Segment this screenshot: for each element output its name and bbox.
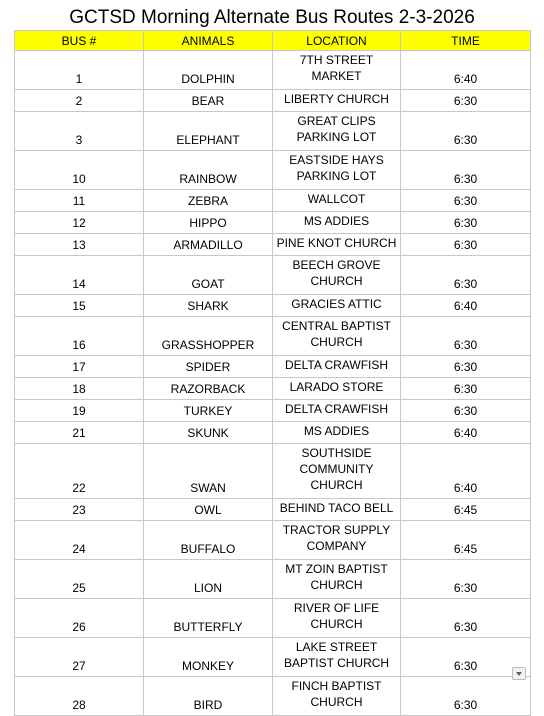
table-row	[15, 256, 531, 295]
cell-location[interactable]: FINCH BAPTIST CHURCH	[273, 677, 401, 716]
cell-bus[interactable]: 19	[15, 400, 144, 422]
table-row	[15, 190, 531, 212]
cell-animal[interactable]: BUTTERFLY	[144, 599, 273, 638]
table-row	[15, 356, 531, 378]
cell-location[interactable]: PINE KNOT CHURCH	[273, 234, 401, 256]
table-row	[15, 400, 531, 422]
cell-location[interactable]: TRACTOR SUPPLY COMPANY	[273, 521, 401, 560]
cell-time[interactable]: 6:30	[401, 317, 531, 356]
column-header-location[interactable]: LOCATION	[273, 31, 401, 51]
cell-location[interactable]: GRACIES ATTIC	[273, 295, 401, 317]
table-row	[15, 599, 531, 638]
cell-bus[interactable]: 26	[15, 599, 144, 638]
cell-bus[interactable]: 28	[15, 677, 144, 716]
cell-location[interactable]: RIVER OF LIFE CHURCH	[273, 599, 401, 638]
cell-time[interactable]: 6:40	[401, 422, 531, 444]
cell-location[interactable]: BEHIND TACO BELL	[273, 499, 401, 521]
cell-animal[interactable]: SPIDER	[144, 356, 273, 378]
table-row	[15, 499, 531, 521]
cell-bus[interactable]: 2	[15, 90, 144, 112]
cell-bus[interactable]: 1	[15, 51, 144, 90]
cell-time[interactable]: 6:30	[401, 356, 531, 378]
cell-location[interactable]: 7TH STREET MARKET	[273, 51, 401, 90]
cell-bus[interactable]: 10	[15, 151, 144, 190]
cell-location[interactable]: LARADO STORE	[273, 378, 401, 400]
cell-location[interactable]: DELTA CRAWFISH	[273, 356, 401, 378]
cell-animal[interactable]: RAINBOW	[144, 151, 273, 190]
cell-animal[interactable]: SKUNK	[144, 422, 273, 444]
cell-location[interactable]: MS ADDIES	[273, 422, 401, 444]
table-row	[15, 422, 531, 444]
table-row	[15, 378, 531, 400]
cell-time[interactable]: 6:30	[401, 212, 531, 234]
cell-time[interactable]: 6:30	[401, 112, 531, 151]
cell-time[interactable]: 6:45	[401, 499, 531, 521]
cell-location[interactable]: EASTSIDE HAYS PARKING LOT	[273, 151, 401, 190]
cell-location[interactable]: BEECH GROVE CHURCH	[273, 256, 401, 295]
cell-bus[interactable]: 16	[15, 317, 144, 356]
table-row	[15, 51, 531, 90]
page-title: GCTSD Morning Alternate Bus Routes 2-3-2026	[69, 7, 475, 28]
cell-animal[interactable]: ARMADILLO	[144, 234, 273, 256]
cell-time[interactable]: 6:40	[401, 295, 531, 317]
cell-animal[interactable]: BUFFALO	[144, 521, 273, 560]
cell-time[interactable]: 6:30	[401, 599, 531, 638]
cell-bus[interactable]: 15	[15, 295, 144, 317]
cell-animal[interactable]: RAZORBACK	[144, 378, 273, 400]
cell-animal[interactable]: SWAN	[144, 444, 273, 499]
cell-animal[interactable]: BEAR	[144, 90, 273, 112]
cell-bus[interactable]: 22	[15, 444, 144, 499]
cell-animal[interactable]: MONKEY	[144, 638, 273, 677]
table-row	[15, 112, 531, 151]
cell-time[interactable]: 6:30	[401, 234, 531, 256]
cell-location[interactable]: LIBERTY CHURCH	[273, 90, 401, 112]
cell-bus[interactable]: 18	[15, 378, 144, 400]
cell-time[interactable]: 6:30	[401, 400, 531, 422]
cell-time[interactable]: 6:30	[401, 560, 531, 599]
cell-animal[interactable]: ELEPHANT	[144, 112, 273, 151]
cell-animal[interactable]: GOAT	[144, 256, 273, 295]
cell-bus[interactable]: 17	[15, 356, 144, 378]
cell-time[interactable]: 6:45	[401, 521, 531, 560]
column-header-time[interactable]: TIME	[401, 31, 531, 51]
cell-location[interactable]: MT ZOIN BAPTIST CHURCH	[273, 560, 401, 599]
cell-bus[interactable]: 13	[15, 234, 144, 256]
cell-animal[interactable]: TURKEY	[144, 400, 273, 422]
table-row	[15, 90, 531, 112]
table-row	[15, 234, 531, 256]
table-row	[15, 677, 531, 716]
cell-bus[interactable]: 25	[15, 560, 144, 599]
bus-routes-table	[14, 30, 531, 716]
table-row	[15, 560, 531, 599]
cell-bus[interactable]: 23	[15, 499, 144, 521]
header-row	[15, 31, 531, 51]
filter-dropdown-button[interactable]	[512, 667, 526, 680]
cell-location[interactable]: WALLCOT	[273, 190, 401, 212]
cell-animal[interactable]: OWL	[144, 499, 273, 521]
cell-time[interactable]: 6:30	[401, 256, 531, 295]
table-row	[15, 295, 531, 317]
cell-animal[interactable]: HIPPO	[144, 212, 273, 234]
cell-time[interactable]: 6:30	[401, 378, 531, 400]
table-row	[15, 212, 531, 234]
cell-time[interactable]: 6:40	[401, 444, 531, 499]
cell-bus[interactable]: 11	[15, 190, 144, 212]
cell-time[interactable]: 6:30	[401, 638, 531, 677]
table-row	[15, 444, 531, 499]
cell-time[interactable]: 6:40	[401, 51, 531, 90]
cell-animal[interactable]: SHARK	[144, 295, 273, 317]
table-row	[15, 151, 531, 190]
cell-bus[interactable]: 27	[15, 638, 144, 677]
cell-location[interactable]: GREAT CLIPS PARKING LOT	[273, 112, 401, 151]
cell-time[interactable]: 6:30	[401, 151, 531, 190]
cell-bus[interactable]: 12	[15, 212, 144, 234]
table-row	[15, 638, 531, 677]
cell-animal[interactable]: GRASSHOPPER	[144, 317, 273, 356]
table-row	[15, 317, 531, 356]
cell-bus[interactable]: 24	[15, 521, 144, 560]
cell-location[interactable]: MS ADDIES	[273, 212, 401, 234]
column-header-animals[interactable]: ANIMALS	[144, 31, 273, 51]
cell-location[interactable]: SOUTHSIDE COMMUNITY CHURCH	[273, 444, 401, 499]
cell-animal[interactable]: DOLPHIN	[144, 51, 273, 90]
cell-location[interactable]: DELTA CRAWFISH	[273, 400, 401, 422]
cell-bus[interactable]: 3	[15, 112, 144, 151]
cell-location[interactable]: CENTRAL BAPTIST CHURCH	[273, 317, 401, 356]
cell-time[interactable]: 6:30	[401, 677, 531, 716]
cell-bus[interactable]: 21	[15, 422, 144, 444]
cell-time[interactable]: 6:30	[401, 90, 531, 112]
cell-animal[interactable]: LION	[144, 560, 273, 599]
cell-location[interactable]: LAKE STREET BAPTIST CHURCH	[273, 638, 401, 677]
cell-animal[interactable]: ZEBRA	[144, 190, 273, 212]
cell-animal[interactable]: BIRD	[144, 677, 273, 716]
column-header-bus[interactable]: BUS #	[15, 31, 144, 51]
cell-bus[interactable]: 14	[15, 256, 144, 295]
cell-time[interactable]: 6:30	[401, 190, 531, 212]
table-row	[15, 521, 531, 560]
